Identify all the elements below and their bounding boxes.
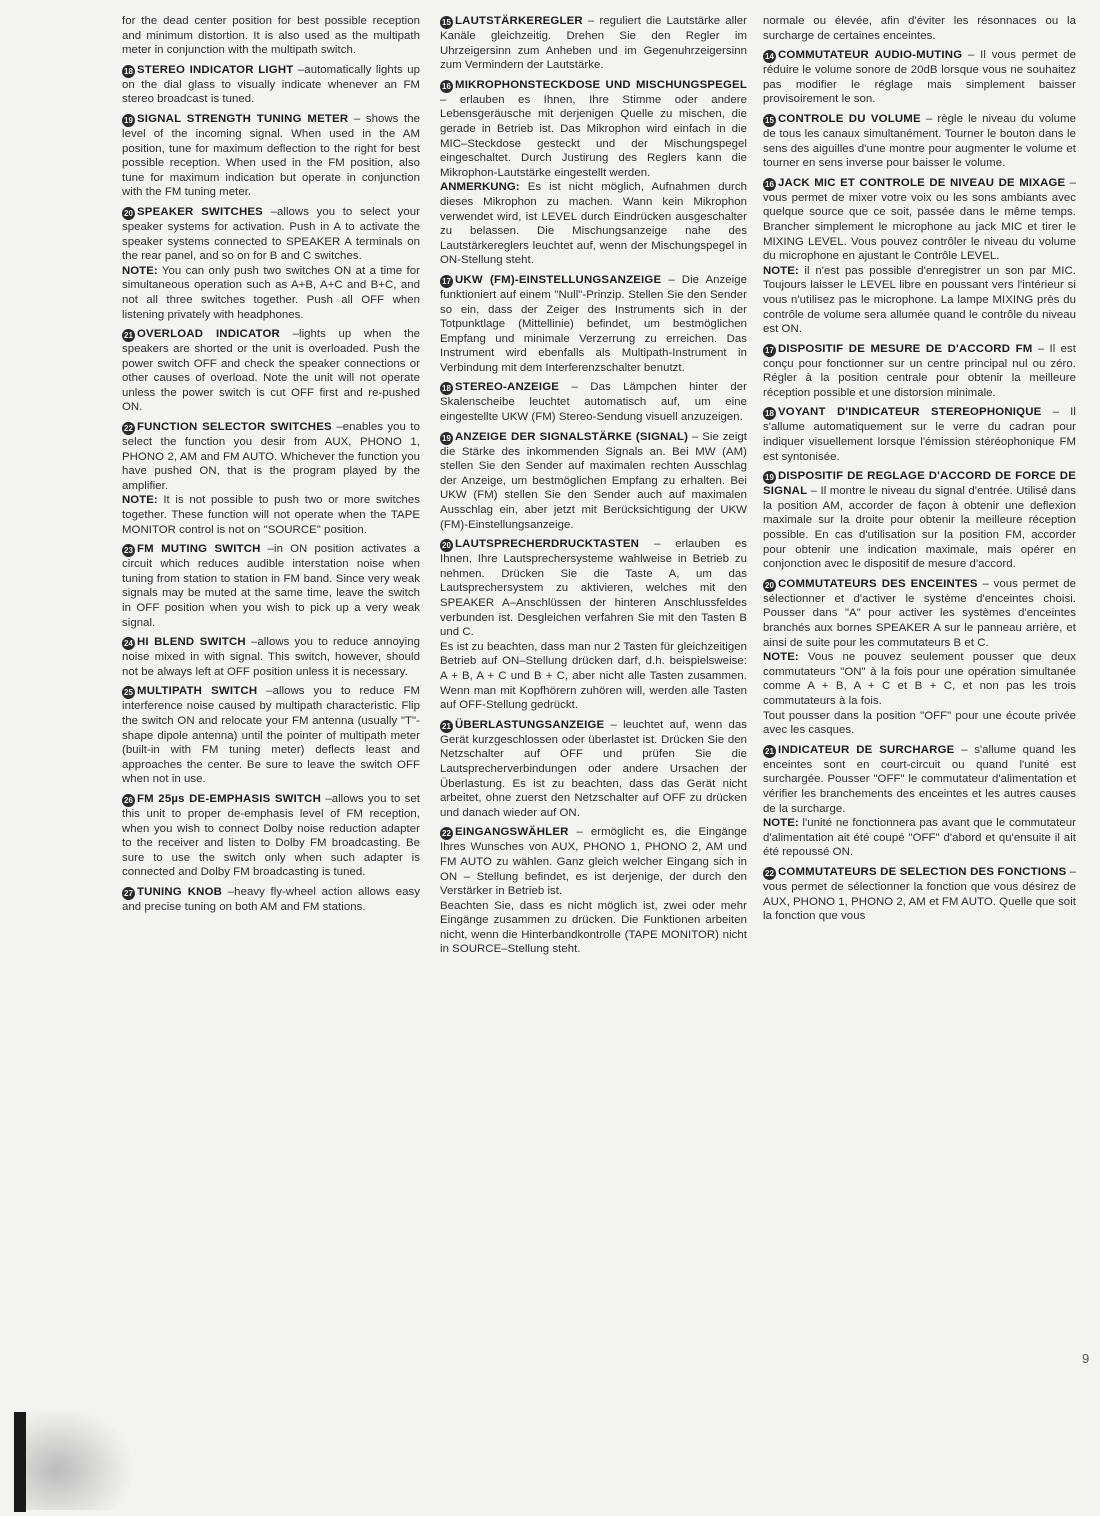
continued-text: [763, 14, 1076, 43]
item-number-badge: 20: [124, 208, 133, 218]
item-text: – règle le niveau du volume de tous les canaux simultanément. Tourner le bouton dans le sens des aiguilles d'une montre pour augmenter le volume et tourner en sens inverse pour baisser le volume.: [763, 112, 1076, 170]
item-text: –heavy fly-wheel action allows easy and precise tuning on both AM and FM stations.: [122, 885, 420, 913]
item-heading: UKW (FM)-EINSTELLUNGSANZEIGE: [455, 273, 662, 286]
item-22-eingangswaehler: [440, 825, 747, 957]
item-19-signalstaerke: [440, 430, 747, 533]
item-number-badge: 19: [124, 115, 133, 125]
page-number: 9: [1082, 1351, 1090, 1366]
item-heading: OVERLOAD INDICATOR: [137, 328, 280, 341]
binding-edge-mark: [14, 1412, 26, 1512]
item-text: – Il vous permet de réduire le volume sonore de 20dB lorsque vous ne souhaitez pas modifier le réglage mais simplement baisser provisoirement le son.: [763, 49, 1077, 106]
item-text: – leuchtet auf, wenn das Gerät kurzgeschlossen oder überlastet ist. Drücken Sie den Netzschalter auf OFF und prüfen Sie die Lautsprecherverbindungen oder andere Ursachen der Überlastung. Es ist zu beachten, dass das Gerät nicht arbeitet, ohne zuerst den Netzschalter auf OFF zu drücken und danach wieder auf ON.: [440, 718, 747, 819]
item-heading: JACK MIC ET CONTROLE DE NIVEAU DE MIXAGE: [778, 176, 1066, 189]
item-heading: ANZEIGE DER SIGNALSTÄRKE (SIGNAL): [455, 430, 689, 443]
item-21-overload-indicator: [122, 327, 420, 415]
item-heading: MIKROPHONSTECKDOSE UND MISCHUNGSPEGEL: [455, 78, 747, 91]
note-text: Vous ne pouvez seulement pousser que deux commutateurs "ON" à la fois pour une opération simultanée comme A + B, A + C et B + C, et non pas les trois commutateurs à la fois.: [763, 651, 1076, 707]
item-number-badge: 20: [442, 541, 451, 551]
scan-smudge: [26, 1410, 131, 1510]
column-german: [440, 14, 747, 962]
item-17-ukw-einstellungsanzeige: [440, 273, 747, 376]
item-text: –in ON position activates a circuit which reduces audible interstation noise when tuning from station to station in FM band. Since very weak signals may be muted at the same time, leave the switch in OFF position when you wish to pick up a very weak signal.: [122, 543, 421, 629]
item-text: – s'allume quand les enceintes sont en court-circuit ou quand l'unité est surchargée. Pousser "OFF" le commutateur d'alimentation et vérifier les branchements des enceintes et les autres causes de la surcharge.: [763, 743, 1076, 815]
item-number-badge: 17: [765, 345, 774, 355]
item-number-badge: 15: [765, 115, 774, 125]
item-19-signal-meter: [122, 112, 420, 200]
item-22-selection-fonctions: [763, 865, 1076, 924]
item-heading: INDICATEUR DE SURCHARGE: [778, 743, 955, 756]
item-heading: CONTROLE DU VOLUME: [778, 112, 921, 125]
item-21-ueberlastungsanzeige: [440, 718, 747, 821]
item-heading: LAUTSPRECHERDRUCKTASTEN: [455, 538, 640, 551]
note-label: ANMERKUNG:: [440, 181, 520, 194]
item-extra-text: Es ist zu beachten, dass man nur 2 Tasten für gleichzeitigen Betrieb auf ON–Stellung drücken darf, d.h. beispielsweise: A + B, A + C und B + C, aber nicht alle Tasten zusammen. Wenn man mit Kopfhörern zuhören will, werden alle Tasten auf OFF-Stellung gedrückt.: [440, 640, 747, 712]
item-text: – vous permet de mixer votre voix ou les sons ambiants avec quelque source que ce soit, passée dans le même temps. Brancher simplement le microphone au jack MIC et tirer le MIXING LEVEL. Vous pouvez contrôler le niveau du volume du microphone en ajustant le Contrôle LEVEL.: [763, 176, 1076, 263]
item-heading: LAUTSTÄRKEREGLER: [455, 15, 583, 27]
item-extra-text: Tout pousser dans la position "OFF" pour une écoute privée avec les casques.: [763, 709, 1076, 737]
item-16-jack-mic: [763, 176, 1076, 337]
item-number-badge: 18: [124, 66, 133, 76]
column-english: [122, 14, 420, 920]
item-text: – reguliert die Lautstärke aller Kanäle gleichzeitig. Drehen Sie den Regler im Uhrzeigersinn zum Anheben und im Gegenuhrzeigersinn zum Vermindern der Lautstärke.: [440, 15, 747, 72]
continued-paragraph: for the dead center position for best possible reception and minimum distortion. It is also used as the multipath meter in conjunction with the multipath switch.: [122, 15, 420, 57]
item-number-badge: 19: [765, 473, 774, 483]
item-heading: FM MUTING SWITCH: [137, 543, 261, 556]
item-heading: SPEAKER SWITCHES: [137, 205, 263, 218]
item-heading: COMMUTATEUR AUDIO-MUTING: [778, 49, 963, 62]
item-text: –allows you to reduce FM interference noise caused by multipath characteristic. Flip the switch ON and relocate your FM antenna (usually "T"-shape dipole antenna) until the pointer of multipath meter (built-in with FM tuning meter) deflects least and approaches the center. Be sure to leave the switch OFF when not in use.: [122, 685, 420, 786]
item-heading: STEREO-ANZEIGE: [455, 381, 560, 394]
item-number-badge: 27: [124, 888, 133, 898]
continued-paragraph: normale ou élevée, afin d'éviter les résonnaces ou la surcharge de certaines enceintes.: [763, 15, 1076, 42]
item-number-badge: 25: [124, 688, 133, 698]
item-18-voyant-stereo: [763, 405, 1076, 464]
item-number-badge: 19: [442, 433, 451, 443]
item-heading: SIGNAL STRENGTH TUNING METER: [137, 112, 349, 125]
note-text: Es ist nicht möglich, Aufnahmen durch dieses Mikrophon zu machen. Wann kein Mikrophon verwendet wird, ist LEVEL durch Eindrücken ausgeschalter zu belassen. Die Mischungsanzeige nahe des Lautstärkereglers leuchtet auf, wenn der Mischungspegel in ON-Stellung steht.: [440, 181, 747, 267]
item-number-badge: 16: [442, 81, 451, 91]
item-number-badge: 17: [442, 276, 451, 286]
item-number-badge: 22: [442, 829, 451, 839]
item-22-function-selector: [122, 420, 420, 537]
item-text: – Sie zeigt die Stärke des inkommenden Signals an. Bei MW (AM) stellen Sie den Sender auf maximalen rechten Ausschlag der Anzeige, um bestmöglichen Empfang zu erhalten. Bei UKW (FM) stellen Sie den Sender auch auf maximalen Ausschlag ein, aber jetzt mit Berücksichtigung der UKW (FM)-Einstellungsanzeige.: [440, 430, 747, 531]
item-25-multipath: [122, 684, 420, 787]
item-18-stereo-indicator: [122, 63, 420, 107]
item-heading: DISPOSITIF DE MESURE DE D'ACCORD FM: [778, 342, 1033, 355]
item-heading: EINGANGSWÄHLER: [455, 826, 569, 839]
item-text: – Das Lämpchen hinter der Skalenscheibe leuchtet automatisch auf, um eine eingestellte UKW (FM) Stereo-Sendung visuell anzuzeigen.: [440, 381, 747, 424]
item-text: – ermöglicht es, die Eingänge Ihres Wunsches von AUX, PHONO 1, PHONO 2, AM und FM AUTO zu wählen. Ganz gleich welcher Eingang sich in ON – Stellung befindet, es ist derjenige, der durch den Verstärker in Betrieb ist.: [440, 826, 747, 898]
column-french: [763, 14, 1076, 929]
item-text: –allows you to select your speaker systems for activation. Push in A to activate the speaker systems connected to SPEAKER A terminals on the rear panel, and so on for B and C switches.: [122, 205, 420, 263]
item-text: – Il est conçu pour fonctionner sur un centre principal nul ou zéro. Régler à la position centrale pour obtenir la meilleure réception possible et une distorsion minimale.: [763, 342, 1076, 399]
item-text: – Il s'allume automatiquement sur le verre du cadran pour indiquer visuellement lorsque l'émission stéréophonique FM est syntonisée.: [763, 406, 1076, 463]
note-label: NOTE:: [763, 817, 799, 830]
item-number-badge: 21: [124, 331, 133, 341]
item-text: – erlauben es Ihnen, Ihre Stimme oder andere Lebensgeräusche mit derjenigen Quelle zu mischen, die gerade in Betrieb ist. Das Mikrophon wird einfach in die MIC–Steckdose gesteckt und der Mischungspegel eingeschaltet. Durch Justirung des Reglers kann die Mikrophon-Lautstärke eingestellt werden.: [440, 93, 747, 179]
item-number-badge: 22: [765, 868, 774, 878]
item-number-badge: 21: [442, 721, 451, 731]
item-heading: STEREO INDICATOR LIGHT: [137, 63, 294, 76]
item-heading: FM 25µs DE-EMPHASIS SWITCH: [137, 792, 321, 805]
item-19-force-signal: [763, 469, 1076, 572]
item-number-badge: 15: [442, 18, 451, 27]
item-number-badge: 18: [765, 409, 774, 419]
item-17-mesure-accord: [763, 342, 1076, 401]
note-text: il n'est pas possible d'enregistrer un son par MIC. Toujours laisser le LEVEL libre en poussant vers l'intérieur si vous n'utilisez pas le microphone. La lampe MIXING près du contrôle de volume sera allumée quand le contrôle du niveau est ON.: [763, 264, 1076, 336]
item-number-badge: 22: [124, 424, 133, 434]
item-heading: ÜBERLASTUNGSANZEIGE: [455, 718, 605, 731]
item-26-de-emphasis: [122, 792, 420, 880]
item-heading: COMMUTATEURS DE SELECTION DES FONCTIONS: [778, 865, 1067, 878]
item-heading: DISPOSITIF DE REGLAGE D'ACCORD DE FORCE DE SIGNAL: [763, 470, 1076, 498]
item-number-badge: 23: [124, 546, 133, 556]
item-text: – Die Anzeige funktioniert auf einem "Null"-Prinzip. Stellen Sie den Sender so ein, dass der Zeiger des Instruments sich in der Totpunktlage (Mittellinie) befindet, um bestmöglichen Empfang und minimale Verzerrung zu erreichen. Das Instrument wird ebenfalls als Multipath-Instrument in Verbindung mit dem Interferenzschalter benutzt.: [440, 273, 748, 374]
item-heading: FUNCTION SELECTOR SWITCHES: [137, 421, 332, 434]
item-20-lautsprecherdrucktasten: [440, 537, 747, 713]
item-20-commutateurs-enceintes: [763, 577, 1076, 738]
note-text: You can only push two switches ON at a time for simultaneous operation such as A+B, A+C and B+C, and not all three switches together. Push all OFF when listening privately with headphones.: [122, 264, 420, 321]
item-text: – Il montre le niveau du signal d'entrée. Utilisé dans la position AM, accorder de façon à obtenir une deflexion maximale sur la droite pour obtenir la meilleure réception possible. En cas d'utilisation sur la position FM, accorder pour obtenir une indication maximale, mais opérer en conjonction avec le dispositif de mesure d'accord.: [763, 485, 1076, 571]
note-text: l'unité ne fonctionnera pas avant que le commutateur d'alimentation ait été coupé "OFF" d'abord et qu'ensuite il ait été repoussé ON.: [763, 817, 1076, 859]
item-number-badge: 14: [765, 52, 774, 62]
item-number-badge: 21: [765, 746, 774, 756]
item-heading: COMMUTATEURS DES ENCEINTES: [778, 577, 978, 590]
item-14-audio-muting: [763, 48, 1076, 107]
item-number-badge: 26: [124, 795, 133, 805]
item-number-badge: 16: [765, 179, 774, 189]
note-label: NOTE:: [763, 264, 799, 277]
item-15-controle-volume: [763, 112, 1076, 171]
item-heading: MULTIPATH SWITCH: [137, 685, 258, 698]
item-text: – shows the level of the incoming signal. When used in the AM position, tune for maximum deflection to the right for best possible reception. When used in the FM position, also tune for maximum indication but operate in conjunction with the FM tuning meter.: [122, 112, 420, 199]
item-24-hi-blend: [122, 635, 420, 679]
note-label: NOTE:: [122, 494, 158, 507]
item-16-mikrophonsteckdose: [440, 78, 747, 268]
item-heading: VOYANT D'INDICATEUR STEREOPHONIQUE: [778, 406, 1042, 419]
item-text: –allows you to reduce annoying noise mixed in with signal. This switch, however, should not be always left at OFF position unless it is necessary.: [122, 636, 420, 678]
item-text: –enables you to select the function you desir from AUX, PHONO 1, PHONO 2, AM and FM AUTO. Whichever the function you have pushed ON, that is the program played by the amplifier.: [122, 421, 421, 492]
item-text: – erlauben es Ihnen, Ihre Lautsprechersysteme wahlweise in Betrieb zu nehmen. Drücken Sie die Taste A, um das Lautsprechersystem zu aktivieren, welches mit den SPEAKER A–Anschlüssen der hinteren Anschlussfeldes verbunden ist. Desgleichen verfahren Sie mit den Tasten B und C.: [440, 538, 747, 639]
item-text: –automatically lights up on the dial glass to visually indicate whenever an FM stereo broadcast is tuned.: [122, 63, 421, 106]
item-23-fm-muting: [122, 542, 420, 630]
note-label: NOTE:: [763, 651, 799, 664]
continued-text: [122, 14, 420, 58]
item-text: – vous permet de sélectionner la fonction que vous désirez de AUX, PHONO 1, PHONO 2, AM et FM AUTO. Quelle que soit la fonction que vous: [763, 865, 1076, 923]
item-text: – vous permet de sélectionner et d'activer le système d'enceintes choisi. Pousser dans "A" pour activer les systèmes d'enceintes branchés aux bornes SPEAKER A sur le panneau arrière, et ainsi de suite pour les commutateurs B et C.: [763, 577, 1076, 649]
item-heading: TUNING KNOB: [137, 885, 223, 898]
note-text: It is not possible to push two or more switches together. These function will not operate when the TAPE MONITOR control is not on "SOURCE" position.: [122, 494, 420, 536]
item-extra-text: Beachten Sie, dass es nicht möglich ist, zwei oder mehr Eingänge zusammen zu drücken. Die Funktionen arbeiten nicht, wenn die Hinterbandkontrolle (TAPE MONITOR) nicht in SOURCE–Stellung steht.: [440, 899, 747, 956]
item-15-lautstaerkeregler: [440, 14, 747, 73]
item-number-badge: 24: [124, 639, 133, 649]
item-heading: HI BLEND SWITCH: [137, 636, 246, 649]
item-text: –lights up when the speakers are shorted or the unit is overloaded. Push the power switch OFF and check the speaker connections or other causes of overload. Note the unit will not operate unless the power switch is cut OFF first and re-pushed ON.: [122, 328, 420, 414]
item-18-stereo-anzeige: [440, 380, 747, 424]
item-number-badge: 18: [442, 384, 451, 394]
note-label: NOTE:: [122, 264, 158, 277]
item-20-speaker-switches: [122, 205, 420, 322]
item-number-badge: 20: [765, 580, 774, 590]
item-27-tuning-knob: [122, 885, 420, 915]
item-21-indicateur-surcharge: [763, 743, 1076, 860]
item-text: –allows you to set this unit to proper de-emphasis level of FM reception, when you wish to connect Dolby noise reduction adapter to the receiver and listen to Dolby FM broadcasting. Be sure to use the switch only when such adapter is connected and Dolby FM broadcasting is tuned.: [122, 792, 421, 879]
